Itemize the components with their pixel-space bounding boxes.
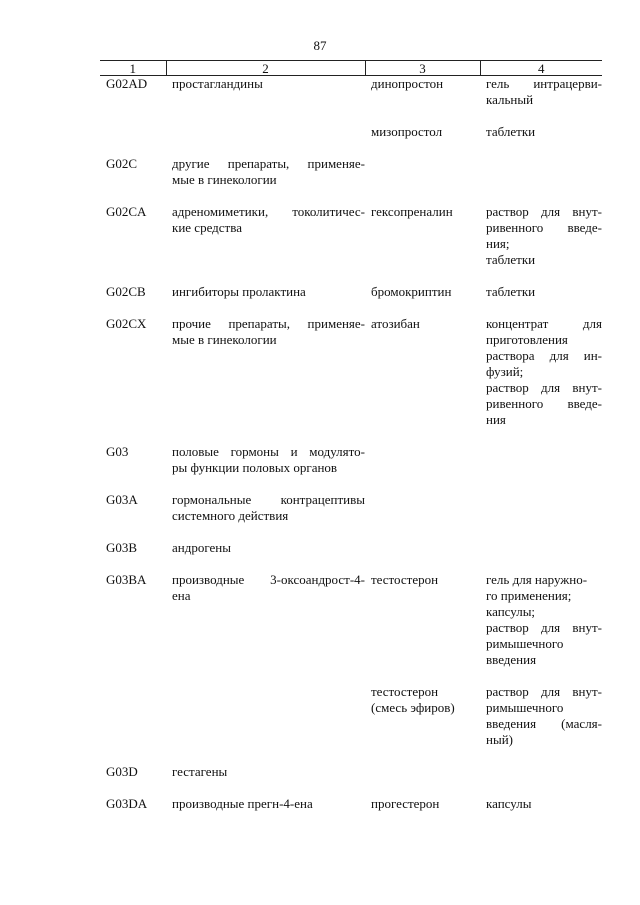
anatomical-group-cell [166, 492, 365, 540]
atc-code-cell [100, 492, 166, 540]
form-line: капсулы; [486, 604, 536, 619]
anatomical-group-cell [166, 572, 365, 684]
table-row [100, 204, 602, 284]
drug-name-cell [365, 764, 480, 796]
table-row [100, 492, 602, 540]
atc-code-cell [100, 764, 166, 796]
group-line: половые гормоны и модулято- [172, 444, 365, 459]
table-row [100, 156, 602, 204]
atc-code: G02C [106, 156, 138, 171]
form-line: таблетки [486, 252, 536, 267]
dosage-form-cell [480, 76, 602, 125]
form-line: таблетки [486, 284, 536, 299]
table-header-row [100, 61, 602, 76]
group-line: мые в гинекологии [172, 332, 277, 347]
drug-name-cell [365, 156, 480, 204]
dosage-form-cell [480, 156, 602, 204]
table-body [100, 76, 602, 813]
table-row [100, 572, 602, 684]
atc-code-cell [100, 76, 166, 125]
dosage-form-cell [480, 796, 602, 812]
anatomical-group-cell [166, 284, 365, 316]
drug-name-cell [365, 444, 480, 492]
atc-code-cell [100, 284, 166, 316]
group-line: прочие препараты, применяе- [172, 316, 365, 331]
form-line: приготовления [486, 332, 568, 347]
dosage-form-cell [480, 572, 602, 684]
anatomical-group-cell [166, 124, 365, 156]
drug-name-cell [365, 124, 480, 156]
form-line: ния [486, 412, 506, 427]
atc-code: G03A [106, 492, 138, 507]
atc-code: G02AD [106, 76, 148, 91]
atc-code-cell [100, 124, 166, 156]
drug-line: динопростон [371, 76, 444, 91]
atc-code-cell [100, 796, 166, 812]
form-line: гель интрацерви- [486, 76, 602, 91]
atc-code: G03DA [106, 796, 148, 811]
column-header-2: 2 [166, 61, 365, 76]
group-line: ры функции половых органов [172, 460, 338, 475]
drug-name-cell [365, 76, 480, 125]
table-row [100, 444, 602, 492]
atc-code: G02CB [106, 284, 146, 299]
atc-code-cell [100, 156, 166, 204]
dosage-form-cell [480, 284, 602, 316]
form-line: кальный [486, 92, 534, 107]
drug-name-cell [365, 284, 480, 316]
group-line: гестагены [172, 764, 228, 779]
anatomical-group-cell [166, 156, 365, 204]
group-line: системного действия [172, 508, 289, 523]
group-line: мые в гинекологии [172, 172, 277, 187]
drug-name-cell [365, 796, 480, 812]
drug-classification-table [100, 60, 602, 812]
table-row [100, 540, 602, 572]
anatomical-group-cell [166, 796, 365, 812]
atc-code: G03B [106, 540, 138, 555]
group-line: производные прегн-4-ена [172, 796, 313, 811]
column-header-3: 3 [365, 61, 480, 76]
drug-name-cell [365, 204, 480, 284]
group-line: гормональные контрацептивы [172, 492, 365, 507]
page-number: 87 [313, 38, 327, 53]
table-row [100, 76, 602, 125]
drug-line: (смесь эфиров) [371, 700, 455, 715]
drug-line: гексопреналин [371, 204, 453, 219]
form-line: раствора для ин- [486, 348, 602, 363]
drug-name-cell [365, 684, 480, 764]
atc-code: G02CA [106, 204, 147, 219]
column-header-4: 4 [480, 61, 602, 76]
form-line: концентрат для [486, 316, 602, 331]
anatomical-group-cell [166, 444, 365, 492]
form-line: раствор для внут- [486, 684, 602, 699]
atc-code-cell [100, 572, 166, 684]
dosage-form-cell [480, 540, 602, 572]
form-line: введения (масля- [486, 716, 602, 731]
table-row [100, 284, 602, 316]
group-line: ингибиторы пролактина [172, 284, 306, 299]
dosage-form-cell [480, 316, 602, 444]
form-line: римышечного [486, 636, 564, 651]
atc-code-cell [100, 204, 166, 284]
group-line: ена [172, 588, 191, 603]
form-line: раствор для внут- [486, 620, 602, 635]
dosage-form-cell [480, 444, 602, 492]
anatomical-group-cell [166, 540, 365, 572]
drug-line: мизопростол [371, 124, 443, 139]
form-line: капсулы [486, 796, 532, 811]
form-line: ния; [486, 236, 510, 251]
dosage-form-cell [480, 492, 602, 540]
group-line: производные 3-оксоандрост-4- [172, 572, 365, 587]
drug-name-cell [365, 572, 480, 684]
form-line: ривенного введе- [486, 396, 602, 411]
atc-code-cell [100, 316, 166, 444]
group-line: другие препараты, применяе- [172, 156, 365, 171]
drug-line: тестостерон [371, 684, 439, 699]
form-line: таблетки [486, 124, 536, 139]
anatomical-group-cell [166, 316, 365, 444]
table-row [100, 764, 602, 796]
table-row [100, 796, 602, 812]
anatomical-group-cell [166, 684, 365, 764]
table-row [100, 684, 602, 764]
drug-name-cell [365, 492, 480, 540]
dosage-form-cell [480, 124, 602, 156]
atc-code: G03 [106, 444, 129, 459]
group-line: андрогены [172, 540, 231, 555]
atc-code-cell [100, 444, 166, 492]
drug-name-cell [365, 316, 480, 444]
anatomical-group-cell [166, 764, 365, 796]
form-line: раствор для внут- [486, 380, 602, 395]
dosage-form-cell [480, 684, 602, 764]
atc-code-cell [100, 540, 166, 572]
drug-line: тестостерон [371, 572, 439, 587]
drug-line: прогестерон [371, 796, 440, 811]
form-line: го применения; [486, 588, 572, 603]
dosage-form-cell [480, 764, 602, 796]
table-row [100, 316, 602, 444]
dosage-form-cell [480, 204, 602, 284]
group-line: кие средства [172, 220, 242, 235]
group-line: простагландины [172, 76, 263, 91]
atc-code-cell [100, 684, 166, 764]
column-header-1: 1 [100, 61, 166, 76]
form-line: ный) [486, 732, 513, 747]
form-line: гель для наружно- [486, 572, 588, 587]
atc-code: G03BA [106, 572, 147, 587]
form-line: римышечного [486, 700, 564, 715]
anatomical-group-cell [166, 76, 365, 125]
group-line: адреномиметики, токолитичес- [172, 204, 365, 219]
table-row [100, 124, 602, 156]
drug-name-cell [365, 540, 480, 572]
drug-line: бромокриптин [371, 284, 452, 299]
form-line: раствор для внут- [486, 204, 602, 219]
atc-code: G03D [106, 764, 138, 779]
drug-line: атозибан [371, 316, 420, 331]
form-line: введения [486, 652, 537, 667]
form-line: фузий; [486, 364, 524, 379]
anatomical-group-cell [166, 204, 365, 284]
form-line: ривенного введе- [486, 220, 602, 235]
atc-code: G02CX [106, 316, 147, 331]
